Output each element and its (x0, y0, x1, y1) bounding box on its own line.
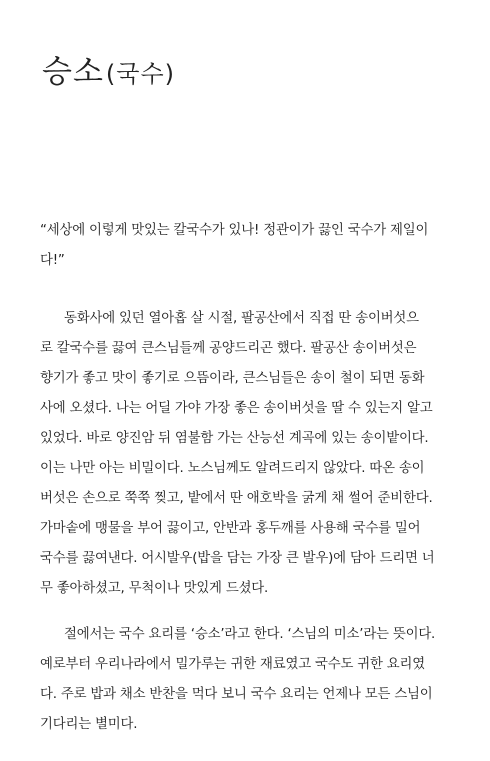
paragraph-line: 기다리는 별미다. (40, 717, 138, 732)
paragraph-quote (40, 216, 464, 276)
paragraph-line: 있었다. 바로 양진암 뒤 염불함 가는 산능선 계곡에 있는 송이밭이다. (40, 431, 429, 446)
paragraph-line: 이는 나만 아는 비밀이다. 노스님께도 알려드리지 않았다. 따온 송이 (40, 461, 425, 476)
page-title (42, 46, 175, 91)
paragraph-line: 가마솥에 맹물을 부어 끓이고, 안반과 홍두깨를 사용해 국수를 밀어 (40, 521, 421, 536)
paragraph-line: 버섯은 손으로 쭉쭉 찢고, 밭에서 딴 애호박을 굵게 채 썰어 준비한다. (40, 491, 433, 506)
paragraph-line: 절에서는 국수 요리를 ‘승소’라고 한다. ‘스님의 미소’라는 뜻이다. (64, 627, 436, 642)
paragraph-line: 다!” (40, 253, 65, 268)
paragraph-line: 로 칼국수를 끓여 큰스님들께 공양드리곤 했다. 팔공산 송이버섯은 (40, 341, 417, 356)
paragraph-line: 향기가 좋고 맛이 좋기로 으뜸이라, 큰스님들은 송이 철이 되면 동화 (40, 371, 425, 386)
paragraph-line: 예로부터 우리나라에서 밀가루는 귀한 재료였고 국수도 귀한 요리였 (40, 657, 425, 672)
paragraph-story (40, 304, 464, 604)
paragraph-line: 동화사에 있던 열아홉 살 시절, 팔공산에서 직접 딴 송이버섯으 (64, 311, 419, 326)
paragraph-line: “세상에 이렇게 맛있는 칼국수가 있나! 정관이가 끓인 국수가 제일이 (40, 223, 429, 238)
paragraph-line: 국수를 끓여낸다. 어시발우(밥을 담는 가장 큰 발우)에 담아 드리면 너 (40, 551, 435, 566)
paragraph-line: 다. 주로 밥과 채소 반찬을 먹다 보니 국수 요리는 언제나 모든 스님이 (40, 687, 433, 702)
paragraph-line: 무 좋아하셨고, 무척이나 맛있게 드셨다. (40, 581, 269, 596)
paragraph-line: 사에 오셨다. 나는 어딜 가야 가장 좋은 송이버섯을 딸 수 있는지 알고 (40, 401, 433, 416)
title-subtitle: (국수) (105, 60, 176, 88)
title-main: 승소 (42, 54, 104, 90)
paragraph-seungso (40, 620, 464, 740)
